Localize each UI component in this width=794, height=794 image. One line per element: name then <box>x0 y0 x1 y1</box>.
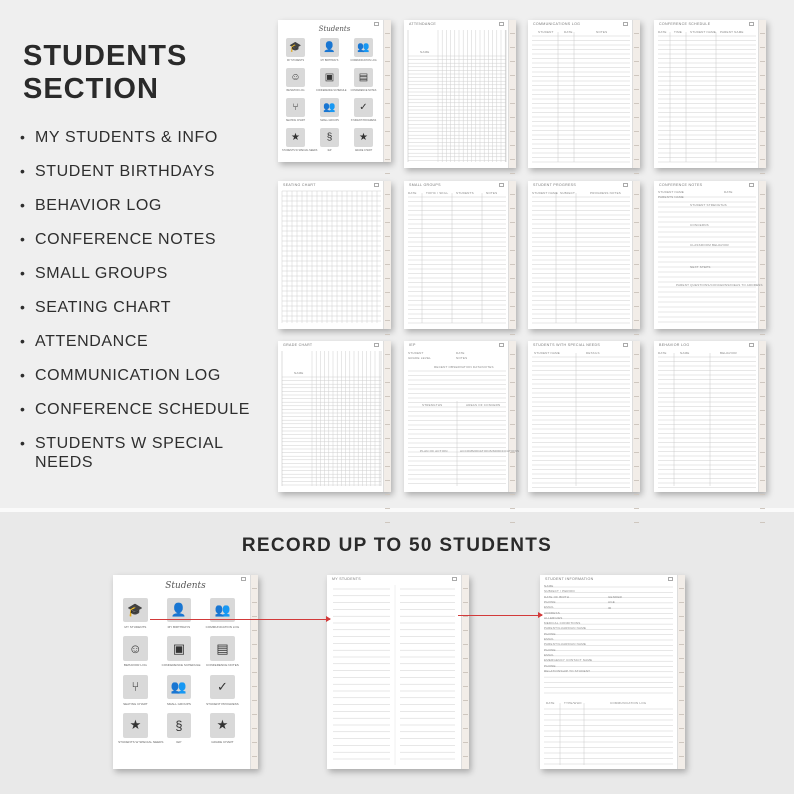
field-label: PHONE <box>544 631 556 636</box>
name-column-header: NAME <box>294 371 304 375</box>
side-tabs[interactable] <box>632 20 640 168</box>
menu-icon[interactable] <box>452 577 457 581</box>
page-title: STUDENT INFORMATION <box>545 577 594 581</box>
hub-item-label: STUDENT PROGRESS <box>206 701 239 706</box>
hub-item[interactable] <box>282 68 309 92</box>
hub-item[interactable] <box>118 713 164 745</box>
menu-icon[interactable] <box>749 343 754 347</box>
seat-icon: ⑂ <box>286 98 305 117</box>
column-header: DATE <box>546 701 555 705</box>
section-label: STUDENT STRENGTHS <box>690 203 727 207</box>
feature-item <box>20 230 270 249</box>
hub-item[interactable] <box>282 38 309 62</box>
bullet-icon: • <box>20 401 26 417</box>
hub-title: Students <box>318 25 351 33</box>
scroll-icon: § <box>320 128 339 147</box>
page-seating-chart <box>278 181 391 329</box>
menu-icon[interactable] <box>499 343 504 347</box>
column-header: BEHAVIOR <box>720 351 737 355</box>
folder-star-icon: ★ <box>123 713 147 737</box>
feature-label: SMALL GROUPS <box>35 265 168 282</box>
video-icon: ▣ <box>320 68 339 87</box>
feature-item <box>20 162 270 181</box>
hub-item-label: MY BIRTHDAYS <box>167 624 191 629</box>
hub-item-label: SEATING CHART <box>123 701 148 706</box>
column-header: PROGRESS NOTES <box>590 191 621 195</box>
heading-line-1: STUDENTS <box>23 40 188 72</box>
column-header: SUBJECT <box>560 191 576 195</box>
hub-item-label: COMMUNICATION LOG <box>205 624 240 629</box>
section-label: RECENT OBSERVATION DATA/NOTES <box>434 365 494 369</box>
section-label: ACCOMMODATIONS/MODIFICATIONS <box>460 449 520 453</box>
field-label: DATE <box>724 190 733 194</box>
page-lines <box>404 20 516 168</box>
page-title: COMMUNICATIONS LOG <box>533 22 581 26</box>
person-icon: 👤 <box>167 598 191 622</box>
feature-label: SEATING CHART <box>35 299 172 316</box>
menu-icon[interactable] <box>749 183 754 187</box>
side-tabs[interactable] <box>461 575 469 769</box>
bullet-icon: • <box>20 163 26 179</box>
page-lines <box>654 20 766 168</box>
field-label: PARENTS NAME <box>658 195 684 199</box>
hub-item[interactable] <box>316 128 343 152</box>
page-title: IEP <box>409 343 416 347</box>
bullet-icon: • <box>20 435 26 451</box>
hub-item-label: COMMUNICATION LOG <box>350 59 377 62</box>
page-students-hub <box>278 20 391 162</box>
menu-icon[interactable] <box>374 343 379 347</box>
section-label: CONCERNS <box>690 223 709 227</box>
page-title: MY STUDENTS <box>332 577 361 581</box>
star-icon: ★ <box>210 713 234 737</box>
page-behavior-log <box>654 341 766 492</box>
field-label: PHONE <box>544 599 556 604</box>
group-chat-icon: 👥 <box>210 598 234 622</box>
smiley-icon: ☺ <box>123 636 147 660</box>
field-label: PHONE <box>544 663 556 668</box>
column-header: DATE <box>408 191 417 195</box>
feature-label: CONFERENCE NOTES <box>35 231 217 248</box>
side-tabs[interactable] <box>632 181 640 329</box>
hub-item-label: IEP <box>327 149 332 152</box>
bullet-icon: • <box>20 129 26 145</box>
field-label: EMAIL <box>544 605 555 610</box>
video-icon: ▣ <box>167 636 191 660</box>
column-header: DETAILS <box>586 351 600 355</box>
column-header: NOTES <box>486 191 498 195</box>
menu-icon[interactable] <box>374 22 379 26</box>
star-icon: ★ <box>354 128 373 147</box>
hub-item[interactable] <box>205 675 240 706</box>
page-lines <box>404 341 516 492</box>
graduation-cap-icon: 🎓 <box>286 38 305 57</box>
feature-label: STUDENTS W SPECIAL NEEDS <box>35 435 224 471</box>
page-title: SMALL GROUPS <box>409 183 441 187</box>
hub-item-label: STUDENT PROGRESS <box>350 119 377 122</box>
side-tabs[interactable] <box>632 341 640 492</box>
field-label: EMERGENCY CONTACT NAME <box>544 658 593 663</box>
field-label: EMAIL <box>544 637 555 641</box>
section-label: PARENT QUESTIONS/CONCERNS/IDEAS TO ADDRESS <box>676 283 763 287</box>
field-label: NAME <box>544 584 554 588</box>
field-label: DATE <box>456 351 465 355</box>
feature-label: BEHAVIOR LOG <box>35 197 162 214</box>
page-title: STUDENT PROGRESS <box>533 183 577 187</box>
field-label: GRADE LEVEL <box>408 356 432 360</box>
field-label: AGE <box>608 600 615 605</box>
page-student-information <box>540 575 685 769</box>
section-label: NEXT STEPS <box>690 265 711 269</box>
column-header: NAME <box>680 351 690 355</box>
feature-item <box>20 128 270 147</box>
progress-check-icon: ✓ <box>354 98 373 117</box>
hub-item[interactable] <box>282 128 318 152</box>
page-conference-schedule <box>654 20 766 168</box>
hub-item[interactable] <box>350 68 377 92</box>
column-header: TIME <box>674 30 682 34</box>
page-title: SEATING CHART <box>283 183 316 187</box>
hub-item-label: SEATING CHART <box>285 119 306 122</box>
hub-item-label: SMALL GROUPS <box>320 119 339 122</box>
field-label: MEDICAL CONDITIONS <box>544 621 581 626</box>
field-label: ID <box>608 605 612 610</box>
bullet-icon: • <box>20 231 26 247</box>
hub-item[interactable] <box>205 713 240 744</box>
feature-list <box>20 128 270 487</box>
column-header: STUDENT NAME <box>532 191 559 195</box>
hub-item-label: CONFERENCE SCHEDULE <box>161 663 201 668</box>
side-tabs[interactable] <box>383 341 391 492</box>
menu-icon[interactable] <box>623 343 628 347</box>
field-label: PARENT/GUARDIAN NAME <box>544 626 587 631</box>
bullet-icon: • <box>20 265 26 281</box>
field-label: SUBJECT / PERIOD <box>544 589 575 594</box>
menu-icon[interactable] <box>374 183 379 187</box>
side-tabs[interactable] <box>677 575 685 769</box>
page-my-students <box>327 575 469 769</box>
menu-icon[interactable] <box>668 577 673 581</box>
hub-item[interactable] <box>350 128 377 152</box>
hub-item[interactable] <box>350 38 377 62</box>
section-label: STRENGTHS <box>422 403 443 407</box>
hub-item-label: BEHAVIOR LOG <box>286 89 305 92</box>
bullet-icon: • <box>20 367 26 383</box>
page-special-needs <box>528 341 640 492</box>
page-lines <box>404 181 516 329</box>
field-label: PHONE <box>544 647 556 652</box>
page-title: CONFERENCE NOTES <box>659 183 703 187</box>
section-label: PLAN OF ACTION <box>420 449 448 453</box>
side-tabs[interactable] <box>758 341 766 492</box>
column-header: DATE <box>658 30 667 34</box>
hub-item-label: MY BIRTHDAYS <box>320 59 339 62</box>
field-label: ADDRESS <box>544 610 560 615</box>
hub-item[interactable] <box>350 98 377 122</box>
page-lines <box>278 181 391 329</box>
hub-item[interactable] <box>205 636 240 667</box>
feature-label: MY STUDENTS & INFO <box>35 129 218 146</box>
bullet-icon: • <box>20 197 26 213</box>
hub-item-label: CONFERENCE NOTES <box>350 89 377 92</box>
feature-label: COMMUNICATION LOG <box>35 367 221 384</box>
column-header: DATE <box>564 30 573 34</box>
column-header: DATE <box>658 351 667 355</box>
field-label: STUDENT NAME <box>658 190 685 194</box>
feature-label: ATTENDANCE <box>35 333 149 350</box>
page-lines <box>528 181 640 329</box>
page-title: CONFERENCE SCHEDULE <box>659 22 711 26</box>
column-header: TYPE/WHO <box>564 701 582 705</box>
page-lines <box>327 575 469 769</box>
feature-item <box>20 366 270 385</box>
record-banner: RECORD UP TO 50 STUDENTS <box>241 535 553 556</box>
hub-item-label: MY STUDENTS <box>124 624 147 629</box>
scroll-icon: § <box>167 713 191 737</box>
field-label: DATE OF BIRTH <box>544 594 570 599</box>
side-tabs[interactable] <box>508 20 516 168</box>
menu-icon[interactable] <box>623 22 628 26</box>
column-header: PARENT NAME <box>720 30 744 34</box>
column-header: STUDENT NAME <box>534 351 561 355</box>
hub-item[interactable] <box>316 98 343 122</box>
hub-item[interactable] <box>118 598 153 629</box>
page-conference-notes <box>654 181 766 329</box>
page-attendance <box>404 20 516 168</box>
hub-item-label: BEHAVIOR LOG <box>123 663 147 668</box>
hub-title: Students <box>165 581 206 592</box>
section-label: CLASSROOM BEHAVIOR <box>690 243 729 247</box>
hub-item[interactable] <box>316 38 343 62</box>
section-label: AREAS OF CONCERN <box>466 403 501 407</box>
graduation-cap-icon: 🎓 <box>123 598 147 622</box>
hub-item-label: GRADE CHART <box>354 149 373 152</box>
hub-item[interactable] <box>316 68 347 92</box>
smiley-icon: ☺ <box>286 68 305 87</box>
menu-icon[interactable] <box>499 22 504 26</box>
heading-line-2: SECTION <box>23 73 159 105</box>
hub-item[interactable] <box>205 598 240 629</box>
field-label: PARENT/GUARDIAN NAME <box>544 642 587 647</box>
side-tabs[interactable] <box>383 20 391 162</box>
arrow-to-my-students <box>150 619 330 620</box>
bullet-icon: • <box>20 333 26 349</box>
page-title: ATTENDANCE <box>409 22 437 26</box>
seat-icon: ⑂ <box>123 675 147 699</box>
feature-item <box>20 264 270 283</box>
bullet-icon: • <box>20 299 26 315</box>
side-tabs[interactable] <box>508 181 516 329</box>
group-icon: 👥 <box>167 675 191 699</box>
page-student-progress <box>528 181 640 329</box>
feature-item <box>20 298 270 317</box>
field-label: NOTES <box>456 356 468 360</box>
page-small-groups <box>404 181 516 329</box>
hub-item-label: STUDENTS W SPECIAL NEEDS <box>282 149 318 152</box>
feature-item <box>20 400 270 419</box>
page-lines <box>528 341 640 492</box>
side-tabs[interactable] <box>250 575 258 769</box>
progress-check-icon: ✓ <box>210 675 234 699</box>
page-lines <box>278 341 391 492</box>
person-icon: 👤 <box>320 38 339 57</box>
feature-item <box>20 196 270 215</box>
hub-item[interactable] <box>162 713 197 744</box>
page-lines <box>654 341 766 492</box>
feature-item <box>20 332 270 351</box>
menu-icon[interactable] <box>623 183 628 187</box>
field-label: RELATIONSHIP TO STUDENT <box>544 668 591 673</box>
hub-item[interactable] <box>162 598 197 629</box>
field-label: ALLERGIES <box>544 615 563 620</box>
hub-item[interactable] <box>282 98 309 122</box>
page-lines <box>528 20 640 168</box>
folder-star-icon: ★ <box>286 128 305 147</box>
side-tabs[interactable] <box>508 341 516 492</box>
page-grade-chart <box>278 341 391 492</box>
hub-item[interactable] <box>118 675 153 706</box>
hub-item-label: GRADE CHART <box>211 740 234 745</box>
column-header: STUDENT NAME <box>690 30 717 34</box>
page-title: GRADE CHART <box>283 343 313 347</box>
group-icon: 👥 <box>320 98 339 117</box>
hub-item[interactable] <box>162 675 197 706</box>
page-title: BEHAVIOR LOG <box>659 343 690 347</box>
side-tabs[interactable] <box>383 181 391 329</box>
hub-item[interactable] <box>161 636 201 668</box>
hub-item-label: CONFERENCE SCHEDULE <box>316 89 347 92</box>
page-communication-log <box>528 20 640 168</box>
field-label: GENDER <box>608 595 623 599</box>
feature-item <box>20 434 270 472</box>
feature-label: CONFERENCE SCHEDULE <box>35 401 250 418</box>
hub-item[interactable] <box>118 636 153 667</box>
column-header: NOTES <box>596 30 608 34</box>
field-label: STUDENT <box>408 351 424 355</box>
arrow-to-student-info <box>458 615 542 616</box>
side-tabs[interactable] <box>758 181 766 329</box>
page-students-hub-large <box>113 575 258 769</box>
feature-label: STUDENT BIRTHDAYS <box>35 163 216 180</box>
hub-item-label: MY STUDENTS <box>286 59 305 62</box>
section-heading <box>23 40 187 106</box>
group-chat-icon: 👥 <box>354 38 373 57</box>
hub-item-label: CONFERENCE NOTES <box>206 663 239 668</box>
page-iep <box>404 341 520 492</box>
field-label: EMAIL <box>544 652 555 657</box>
hub-item-label: IEP <box>176 740 182 745</box>
side-tabs[interactable] <box>758 20 766 168</box>
hub-item-label: SMALL GROUPS <box>166 701 191 706</box>
notes-icon: ▤ <box>354 68 373 87</box>
page-title: STUDENTS WITH SPECIAL NEEDS <box>533 343 601 347</box>
notes-icon: ▤ <box>210 636 234 660</box>
name-column-header: NAME <box>420 50 430 54</box>
menu-icon[interactable] <box>499 183 504 187</box>
column-header: TOPIC / SKILL <box>426 191 449 195</box>
menu-icon[interactable] <box>749 22 754 26</box>
hub-item-label: STUDENTS W SPECIAL NEEDS <box>118 740 164 745</box>
menu-icon[interactable] <box>241 577 246 581</box>
column-header: COMMUNICATION LOG <box>610 701 647 705</box>
column-header: STUDENTS <box>456 191 474 195</box>
column-header: STUDENT <box>538 30 554 34</box>
